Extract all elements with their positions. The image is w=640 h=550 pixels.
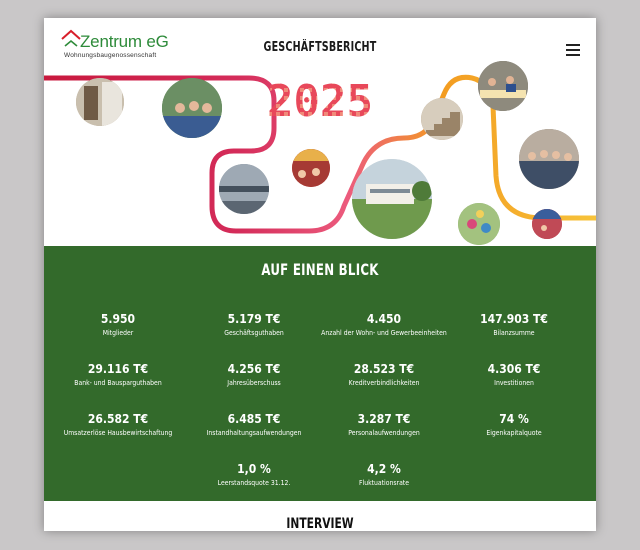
stat-value: 4.450 <box>366 312 402 326</box>
stat-value: 6.485 T€ <box>227 412 281 426</box>
hero-graphic <box>44 56 596 246</box>
stat-label: Fluktuationsrate <box>359 479 409 487</box>
stat-umsatzerloese <box>53 412 183 437</box>
stat-label: Bank- und Bausparguthaben <box>74 379 162 387</box>
stat-label: Instandhaltungsaufwendungen <box>206 429 302 437</box>
stat-value: 28.523 T€ <box>353 362 415 376</box>
stat-label: Mitglieder <box>102 329 134 337</box>
photo-building-facade <box>219 164 269 214</box>
photo-festival <box>532 209 562 239</box>
photo-new-building <box>352 159 432 239</box>
report-page <box>44 18 596 531</box>
overview-title: AUF EINEN BLICK <box>261 260 379 279</box>
photo-hallway <box>74 76 126 128</box>
stat-fluktuationsrate <box>319 462 449 487</box>
photo-event-crowd <box>292 149 330 187</box>
stat-label: Anzahl der Wohn- und Gewerbeeinheiten <box>321 329 447 337</box>
stat-label: Personalaufwendungen <box>348 429 420 437</box>
stat-wohneinheiten <box>319 312 449 337</box>
stat-bankguthaben <box>53 362 183 387</box>
hamburger-menu-icon[interactable] <box>566 44 580 56</box>
stat-value: 3.287 T€ <box>357 412 411 426</box>
interview-heading: INTERVIEW <box>286 516 354 531</box>
year-title: 2025 <box>267 76 373 127</box>
stat-label: Leerstandsquote 31.12. <box>217 479 291 487</box>
photo-meeting-table <box>478 61 528 111</box>
stat-value: 4.306 T€ <box>487 362 541 376</box>
stat-label: Kreditverbindlichkeiten <box>348 379 420 387</box>
stat-value: 5.179 T€ <box>227 312 281 326</box>
stat-geschaeftsguthaben <box>189 312 319 337</box>
house-roof-icon <box>60 28 82 48</box>
stat-label: Eigenkapitalquote <box>486 429 542 437</box>
stat-investitionen <box>449 362 579 387</box>
logo-name: Zentrum eG <box>80 32 169 51</box>
stat-bilanzsumme <box>449 312 579 337</box>
stat-value: 4.256 T€ <box>227 362 281 376</box>
stat-label: Geschäftsguthaben <box>224 329 284 337</box>
stat-kreditverbindlichkeiten <box>319 362 449 387</box>
stat-jahresueberschuss <box>189 362 319 387</box>
stat-value: 5.950 <box>100 312 136 326</box>
stat-label: Bilanzsumme <box>493 329 535 337</box>
overview-section <box>44 246 596 501</box>
stat-instandhaltung <box>189 412 319 437</box>
stat-value: 147.903 T€ <box>480 312 548 326</box>
photo-staff-group <box>519 129 579 189</box>
stat-label: Umsatzerlöse Hausbewirtschaftung <box>63 429 173 437</box>
stat-value: 29.116 T€ <box>87 362 149 376</box>
logo-subtitle: Wohnungsbaugenossenschaft <box>64 52 157 59</box>
stat-eigenkapitalquote <box>449 412 579 437</box>
stat-label: Investitionen <box>494 379 534 387</box>
stat-personalaufwendungen <box>319 412 449 437</box>
photo-team-group <box>162 78 222 140</box>
stat-label: Jahresüberschuss <box>227 379 281 387</box>
stat-value: 74 % <box>499 412 529 426</box>
photo-children-event <box>458 203 500 245</box>
stat-mitglieder <box>53 312 183 337</box>
photo-stairwell <box>421 98 463 140</box>
stat-value: 1,0 % <box>237 462 271 476</box>
hero-collage <box>44 56 596 246</box>
stat-leerstandsquote <box>189 462 319 487</box>
stat-value: 4,2 % <box>367 462 401 476</box>
page-title: GESCHÄFTSBERICHT <box>263 40 377 55</box>
stat-value: 26.582 T€ <box>87 412 149 426</box>
